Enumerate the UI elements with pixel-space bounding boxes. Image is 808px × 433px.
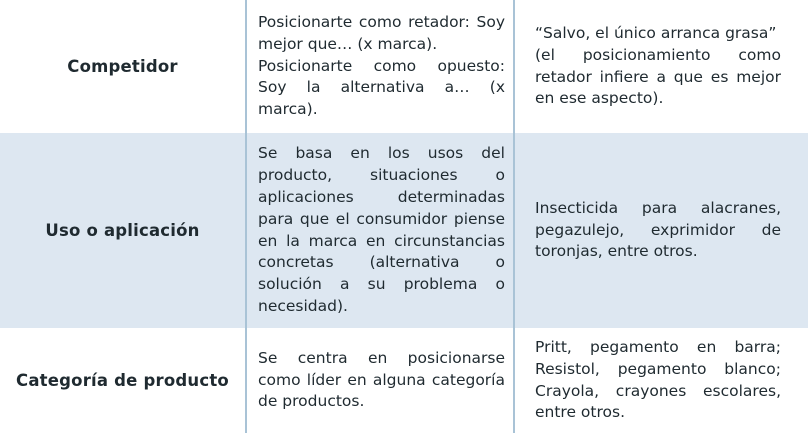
example-text [535, 337, 781, 424]
column-divider [245, 0, 247, 433]
description-line: Se centra en posicionarse como líder en alguna categoría de productos. [258, 348, 505, 411]
example-cell [515, 133, 808, 328]
example-text [535, 198, 781, 263]
description-line: Posicionarte como retador: Soy mejor que… (x marca). [258, 13, 505, 53]
row-label-text: Categoría de producto [16, 371, 229, 390]
example-line: Insecticida para alacranes, pegazulejo, exprimidor de toronjas, entre otros. [535, 198, 781, 261]
table-row-uso [0, 133, 808, 328]
example-line: (el posicionamiento como retador infiere a que es mejor en ese aspecto). [535, 45, 781, 108]
row-label [0, 0, 245, 133]
description-cell [245, 133, 515, 328]
description-text [258, 12, 505, 121]
description-line: Posicionarte como opuesto: Soy la alternativa a… (x marca). [258, 56, 505, 119]
row-label [0, 133, 245, 328]
description-cell [245, 0, 515, 133]
description-text [258, 143, 505, 317]
table-row-competidor [0, 0, 808, 133]
example-line: “Salvo, el único arranca grasa” [535, 23, 777, 42]
example-cell [515, 328, 808, 433]
row-label-text: Competidor [67, 57, 178, 76]
row-label [0, 328, 245, 433]
example-text [535, 23, 781, 110]
table-row-categoria [0, 328, 808, 433]
description-line: Se basa en los usos del producto, situaciones o aplicaciones determinadas para que el consumidor piense en la marca en circunstancias concretas (alternativa o solución a su problema o necesidad). [258, 144, 505, 315]
example-line: Pritt, pegamento en barra; Resistol, pegamento blanco; Crayola, crayones escolares, entre otros. [535, 337, 781, 422]
description-text [258, 348, 505, 413]
description-cell [245, 328, 515, 433]
row-label-text: Uso o aplicación [45, 221, 200, 240]
example-cell [515, 0, 808, 133]
column-divider [513, 0, 515, 433]
